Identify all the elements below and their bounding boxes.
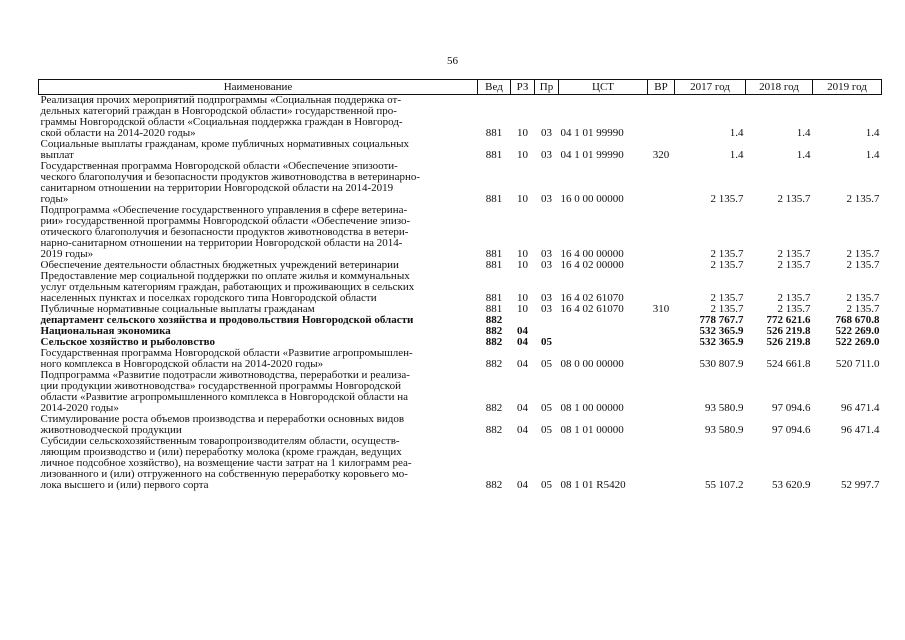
cell-2018: 53 620.9 [772, 479, 811, 491]
page-number: 56 [447, 55, 458, 67]
cell-2019: 96 471.4 [841, 402, 880, 414]
cell-2018: 526 219.8 [766, 325, 811, 337]
cell-vr: 320 [652, 149, 670, 161]
table-body [39, 95, 882, 492]
cell-2018: 2 135.7 [777, 248, 811, 260]
cell-name [39, 414, 478, 436]
cell-2018: 1.4 [796, 149, 811, 161]
cell-pr: 05 [541, 336, 552, 348]
cell-vr [648, 95, 675, 140]
cell-rz: 04 [517, 424, 528, 436]
table-row [39, 205, 882, 260]
cell-2017: 2 135.7 [710, 193, 744, 205]
header-name: Наименование [39, 80, 478, 95]
header-pr: Пр [535, 80, 559, 95]
cell-name-line: санитарном отношении на территории Новгородской области на 2014-2019 [40, 182, 394, 194]
table-row [39, 271, 882, 304]
cell-name-line: Подпрограмма «Обеспечение государственного управления в сфере ветерина- [40, 204, 408, 216]
cell-2017: 2 135.7 [710, 259, 744, 271]
cell-cst: 16 4 00 00000 [560, 248, 624, 260]
cell-2018: 2 135.7 [777, 303, 811, 315]
cell-pr: 05 [541, 424, 552, 436]
cell-2018: 772 621.6 [766, 314, 811, 326]
cell-name-line: выплат [40, 149, 74, 161]
cell-vr [648, 326, 675, 337]
cell-vr [648, 414, 675, 436]
cell-2017: 55 107.2 [705, 479, 744, 491]
cell-ved: 881 [485, 292, 503, 304]
cell-name [39, 95, 478, 140]
cell-vr [648, 370, 675, 414]
cell-ved: 882 [485, 358, 503, 370]
cell-ved: 881 [485, 303, 503, 315]
header-2017: 2017 год [675, 80, 746, 95]
cell-2017: 2 135.7 [710, 303, 744, 315]
cell-rz: 10 [517, 303, 528, 315]
cell-name-line: личное подсобное хозяйство), на возмещение части затрат на 1 килограмм реа- [40, 457, 412, 469]
cell-name-line: Государственная программа Новгородской области «Обеспечение эпизооти- [40, 160, 398, 172]
cell-name-line: Публичные нормативные социальные выплаты гражданам [40, 303, 315, 315]
cell-vr [648, 161, 675, 205]
cell-ved: 882 [485, 325, 503, 337]
cell-name-line: департамент сельского хозяйства и продовольствия Новгородской области [40, 314, 414, 326]
cell-2018: 526 219.8 [766, 336, 811, 348]
cell-name-line: ного комплекса в Новгородской области на 2014-2020 годы» [40, 358, 324, 370]
header-ved: Вед [478, 80, 511, 95]
cell-pr: 03 [541, 259, 552, 271]
cell-2019: 52 997.7 [841, 479, 880, 491]
cell-name-line: рии» государственной программы Новгородской области «Обеспечение эпизо- [40, 215, 411, 227]
cell-ved: 882 [485, 336, 503, 348]
cell-name-line: Подпрограмма «Развитие подотрасли животноводства, переработки и реализа- [40, 369, 410, 381]
header-cst: ЦСТ [559, 80, 648, 95]
budget-table [38, 79, 882, 491]
cell-2019: 2 135.7 [846, 259, 880, 271]
table-row [39, 95, 882, 140]
cell-pr: 05 [541, 358, 552, 370]
cell-rz: 10 [517, 248, 528, 260]
cell-vr [648, 436, 675, 491]
cell-name-line: Сельское хозяйство и рыболовство [40, 336, 215, 348]
cell-rz: 04 [517, 402, 528, 414]
cell-2019: 522 269.0 [835, 336, 880, 348]
cell-ved: 881 [485, 149, 503, 161]
cell-cst [559, 315, 648, 326]
cell-vr [648, 315, 675, 326]
cell-rz: 10 [517, 259, 528, 271]
header-2018: 2018 год [746, 80, 813, 95]
cell-name-line: Государственная программа Новгородской области «Развитие агропромышлен- [40, 347, 413, 359]
cell-vr: 310 [652, 303, 670, 315]
cell-2019: 2 135.7 [846, 303, 880, 315]
cell-name-line: области «Развитие агропромышленного комплекса в Новгородской области на [40, 391, 409, 403]
cell-rz: 10 [517, 149, 528, 161]
cell-name [39, 348, 478, 370]
cell-name [39, 161, 478, 205]
cell-pr: 03 [541, 149, 552, 161]
cell-ved: 882 [485, 314, 503, 326]
cell-2018: 2 135.7 [777, 193, 811, 205]
cell-name-line: Национальная экономика [40, 325, 171, 337]
cell-ved: 881 [485, 259, 503, 271]
cell-pr: 03 [541, 248, 552, 260]
cell-name-line: Субсидии сельскохозяйственным товаропроизводителям области, осуществ- [40, 435, 400, 447]
cell-pr: 03 [541, 292, 552, 304]
cell-vr [648, 337, 675, 348]
header-vr: ВР [648, 80, 675, 95]
cell-name [39, 139, 478, 161]
cell-name-line: Стимулирование роста объемов производства и переработки основных видов [40, 413, 405, 425]
cell-vr [648, 348, 675, 370]
cell-name-line: населенных пунктах и поселках городского типа Новгородской области [40, 292, 377, 304]
cell-ved: 882 [485, 479, 503, 491]
cell-name-line: лизованного и (или) отгруженного на собственную переработку коровьего мо- [40, 468, 408, 480]
table-row [39, 348, 882, 370]
cell-2017: 1.4 [729, 149, 744, 161]
cell-name-line: Социальные выплаты гражданам, кроме публичных нормативных социальных [40, 138, 409, 150]
cell-2017: 530 807.9 [699, 358, 744, 370]
cell-name [39, 436, 478, 491]
cell-2017: 532 365.9 [699, 336, 744, 348]
cell-cst [559, 337, 648, 348]
cell-2018: 2 135.7 [777, 292, 811, 304]
cell-2019: 1.4 [865, 127, 880, 139]
cell-name-line: лока высшего и (или) первого сорта [40, 479, 209, 491]
cell-2017: 93 580.9 [705, 402, 744, 414]
cell-name-line: Обеспечение деятельности областных бюджетных учреждений ветеринарии [40, 259, 399, 271]
cell-cst: 16 4 02 00000 [560, 259, 624, 271]
cell-rz: 04 [517, 336, 528, 348]
header-2019: 2019 год [813, 80, 882, 95]
cell-2018: 97 094.6 [772, 402, 811, 414]
cell-pr: 03 [541, 127, 552, 139]
table-row [39, 436, 882, 491]
cell-pr [535, 315, 559, 326]
cell-2017: 2 135.7 [710, 248, 744, 260]
cell-2017: 2 135.7 [710, 292, 744, 304]
cell-name-line: отического благополучия и безопасности продуктов животноводства в ветери- [40, 226, 409, 238]
header-rz: РЗ [511, 80, 535, 95]
cell-ved: 881 [485, 248, 503, 260]
cell-name-line: 2014-2020 годы» [40, 402, 119, 414]
table-row [39, 414, 882, 436]
table-row [39, 139, 882, 161]
cell-name-line: годы» [40, 193, 69, 205]
cell-rz: 10 [517, 127, 528, 139]
cell-name-line: ческого благополучия и безопасности продуктов животноводства в ветеринарно- [40, 171, 421, 183]
cell-2017: 93 580.9 [705, 424, 744, 436]
cell-cst: 16 0 00 00000 [560, 193, 624, 205]
cell-2018: 97 094.6 [772, 424, 811, 436]
cell-cst [559, 326, 648, 337]
cell-2017: 1.4 [729, 127, 744, 139]
cell-rz: 04 [517, 325, 528, 337]
cell-2019: 96 471.4 [841, 424, 880, 436]
cell-2019: 522 269.0 [835, 325, 880, 337]
cell-cst: 08 1 01 00000 [560, 424, 624, 436]
cell-ved: 882 [485, 402, 503, 414]
cell-name-line: Предоставление мер социальной поддержки по оплате жилья и коммунальных [40, 270, 410, 282]
cell-cst: 16 4 02 61070 [560, 292, 624, 304]
cell-rz: 10 [517, 193, 528, 205]
cell-cst: 08 0 00 00000 [560, 358, 624, 370]
cell-pr: 03 [541, 193, 552, 205]
cell-2017: 532 365.9 [699, 325, 744, 337]
cell-2019: 2 135.7 [846, 292, 880, 304]
cell-2019: 1.4 [865, 149, 880, 161]
cell-vr [648, 260, 675, 271]
table-header-row [39, 80, 882, 95]
cell-vr [648, 205, 675, 260]
table-row [39, 161, 882, 205]
cell-name-line: животноводческой продукции [40, 424, 182, 436]
cell-cst: 08 1 01 R5420 [560, 479, 626, 491]
cell-name-line: Реализация прочих мероприятий подпрограммы «Социальная поддержка от- [40, 94, 401, 106]
cell-name-line: ской области на 2014-2020 годы» [40, 127, 196, 139]
cell-name-line: услуг отдельным категориям граждан, работающих и проживающих в сельских [40, 281, 415, 293]
cell-name-line: ции продукции животноводства» государственной программы Новгородской [40, 380, 401, 392]
cell-rz: 04 [517, 358, 528, 370]
cell-2019: 768 670.8 [835, 314, 880, 326]
cell-pr: 03 [541, 303, 552, 315]
cell-name-line: 2019 годы» [40, 248, 94, 260]
table-row [39, 370, 882, 414]
cell-2018: 524 661.8 [766, 358, 811, 370]
cell-pr: 05 [541, 479, 552, 491]
cell-2018: 2 135.7 [777, 259, 811, 271]
cell-name-line: граммы Новгородской области «Социальная поддержка граждан в Новгород- [40, 116, 403, 128]
cell-ved: 881 [485, 193, 503, 205]
cell-vr [648, 271, 675, 304]
cell-name [39, 205, 478, 260]
cell-name-line: нарно-санитарном отношении на территории Новгородской области на 2014- [40, 237, 403, 249]
cell-cst: 04 1 01 99990 [560, 149, 624, 161]
cell-2019: 2 135.7 [846, 193, 880, 205]
cell-rz: 10 [517, 292, 528, 304]
cell-2018: 1.4 [796, 127, 811, 139]
cell-cst: 04 1 01 99990 [560, 127, 624, 139]
cell-name-line: дельных категорий граждан в Новгородской области» государственной про- [40, 105, 397, 117]
cell-ved: 881 [485, 127, 503, 139]
cell-cst: 16 4 02 61070 [560, 303, 624, 315]
cell-name [39, 370, 478, 414]
cell-pr: 05 [541, 402, 552, 414]
cell-cst: 08 1 00 00000 [560, 402, 624, 414]
cell-2019: 520 711.0 [835, 358, 880, 370]
cell-name-line: ляющим производство и (или) переработку молока (кроме граждан, ведущих [40, 446, 402, 458]
cell-rz: 04 [517, 479, 528, 491]
cell-2019: 2 135.7 [846, 248, 880, 260]
cell-ved: 882 [485, 424, 503, 436]
cell-2017: 778 767.7 [699, 314, 744, 326]
cell-name [39, 271, 478, 304]
